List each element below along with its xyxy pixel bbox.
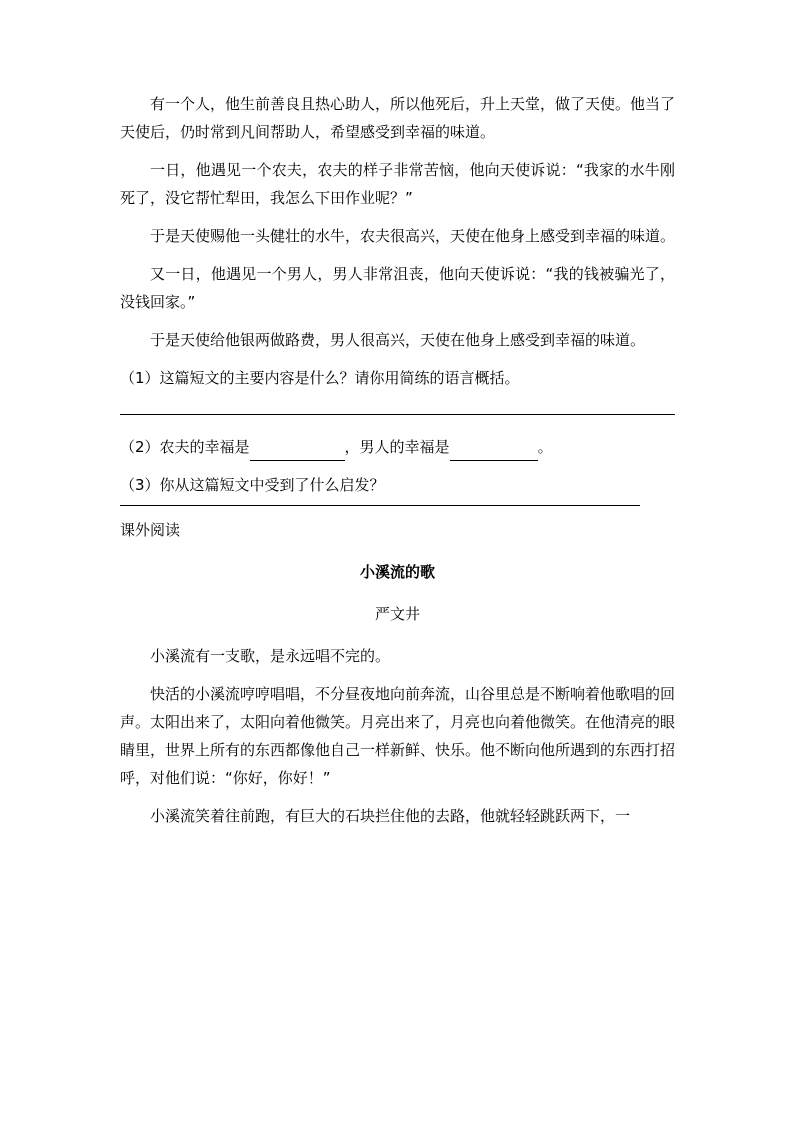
- article-title: 小溪流的歌: [359, 563, 435, 581]
- man-happiness-blank[interactable]: [450, 442, 538, 461]
- story-paragraph-2: 一日，他遇见一个农夫，农夫的样子非常苦恼，他向天使诉说：“我家的水牛刚死了，没它帮忙犁田，我怎么下田作业呢？”: [120, 161, 675, 207]
- article-author: 严文井: [374, 605, 420, 623]
- article-paragraph-2: 快活的小溪流哼哼唱唱，不分昼夜地向前奔流，山谷里总是不断响着他歌唱的回声。太阳出来了，太阳向着他微笑。月亮出来了，月亮也向着他微笑。在他清亮的眼睛里，世界上所有的东西都像他自己一样新鲜、快乐。他不断向他所遇到的东西打招呼，对他们说：“你好，你好！”: [120, 685, 676, 787]
- question-2-prefix: （2）农夫的幸福是: [120, 438, 250, 456]
- question-1: （1）这篇短文的主要内容是什么？请你用简练的语言概括。: [120, 369, 520, 387]
- question-2-suffix: 。: [537, 438, 553, 456]
- question-2: [120, 433, 675, 461]
- question-3: （3）你从这篇短文中受到了什么启发？: [120, 476, 385, 494]
- answer-line-1[interactable]: [120, 414, 675, 415]
- document-page: [120, 90, 675, 840]
- story-paragraph-4: 又一日，他遇见一个男人，男人非常沮丧，他向天使诉说：“我的钱被骗光了，没钱回家。”: [120, 265, 675, 311]
- answer-line-3[interactable]: [120, 505, 640, 506]
- story-paragraph-3: 于是天使赐他一头健壮的水牛，农夫很高兴，天使在他身上感受到幸福的味道。: [150, 227, 676, 245]
- farmer-happiness-blank[interactable]: [250, 442, 345, 461]
- article-paragraph-1: 小溪流有一支歌，是永远唱不完的。: [150, 647, 391, 665]
- section-label: 课外阅读: [120, 521, 181, 539]
- story-paragraph-1: 有一个人，他生前善良且热心助人，所以他死后，升上天堂，做了天使。他当了天使后，仍时常到凡间帮助人，希望感受到幸福的味道。: [120, 95, 676, 141]
- question-2-middle: ，男人的幸福是: [344, 438, 450, 456]
- article-paragraph-3: 小溪流笑着往前跑，有巨大的石块拦住他的去路，他就轻轻跳跃两下，一: [150, 807, 631, 825]
- story-paragraph-5: 于是天使给他银两做路费，男人很高兴，天使在他身上感受到幸福的味道。: [150, 331, 646, 349]
